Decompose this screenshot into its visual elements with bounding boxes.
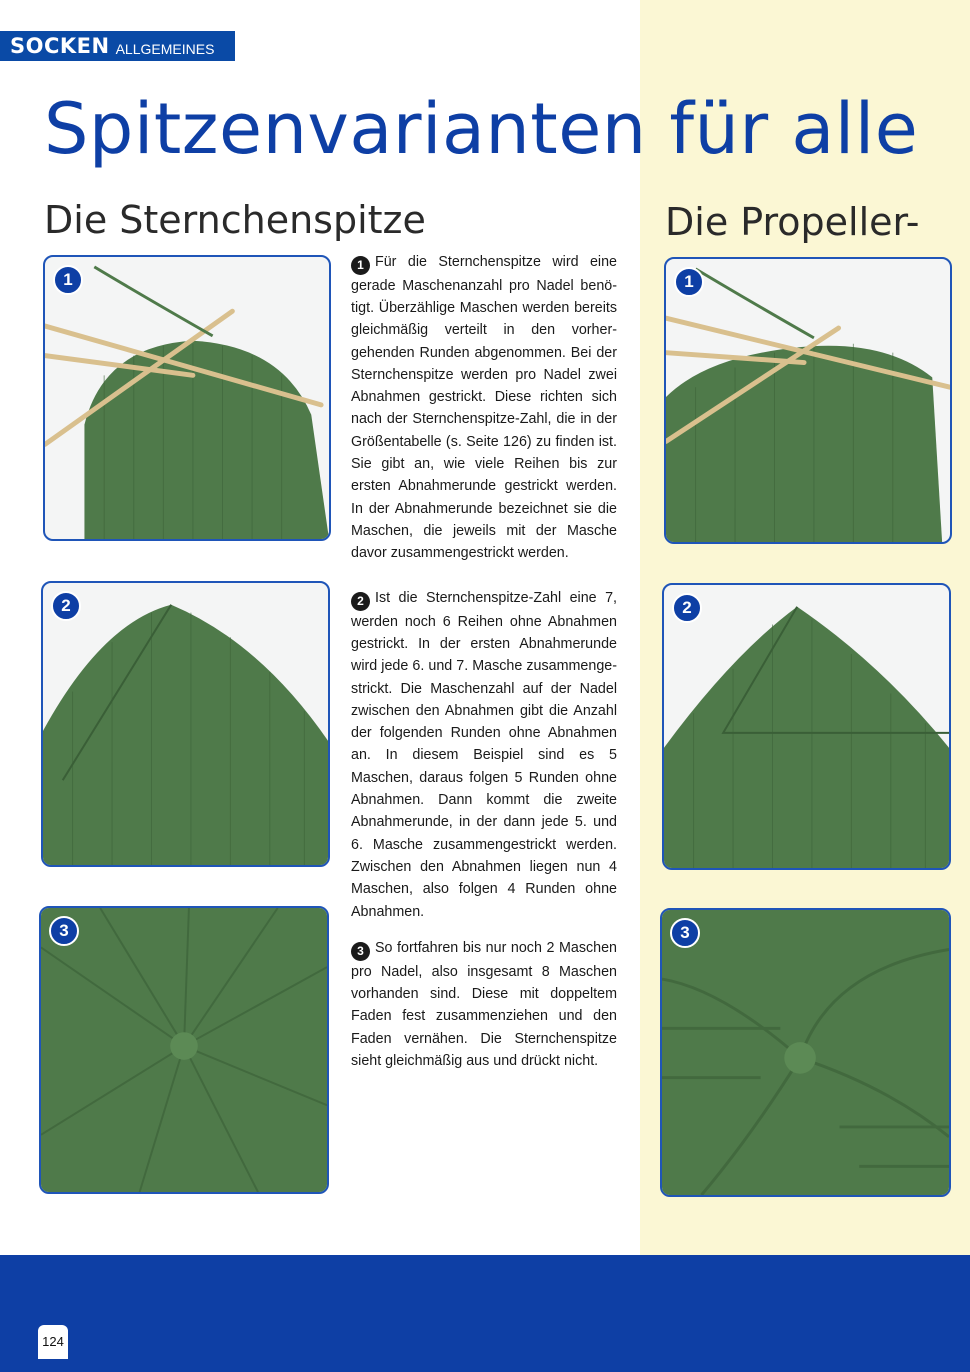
page-number: 124 bbox=[38, 1325, 68, 1359]
step-3-text: So fortfahren bis nur noch 2 Maschen pro Nadel, also insgesamt 8 Maschen vorhanden sind. Diese mit doppeltem Faden fest zusammenziehen und den Faden vernähen. Die Sternchenspitze sieht gleichmäßig aus und drückt nicht. bbox=[351, 940, 617, 1069]
photo-step-2-left bbox=[41, 581, 330, 867]
right-heading: Die Propeller- bbox=[665, 200, 920, 244]
step-3-paragraph bbox=[351, 937, 617, 1072]
step-badge-2: 2 bbox=[51, 591, 81, 621]
step-1-text: Für die Sternchenspitze wird eine gerade Maschenanzahl pro Nadel benötigt. Überzählige Maschen werden bereits gleichmäßig verteilt in den vorhergehenden Runden abgenommen. Bei der Sternchenspitze werden pro Nadel zwei Abnahmen gestrickt. Diese richten sich nach der Sternchenspitze-Zahl, die in der Größentabelle (s. Seite 126) zu finden ist. Sie gibt an, wie viele Reihen bis zur ersten Abnahmerunde gestrickt werden. In der Abnahmerunde bezeichnet sie die Maschen, die jeweils mit der Masche davor zusammengestrickt werden. bbox=[351, 254, 617, 562]
photo-step-1-right bbox=[664, 257, 952, 544]
step-badge-2-right: 2 bbox=[672, 593, 702, 623]
step-number-1: 1 bbox=[351, 256, 370, 275]
step-2-text: Ist die Sternchenspitze-Zahl eine 7, werden noch 6 Reihen ohne Abnahmen gestrickt. In der ersten Abnahmerunde wird jede 6. und 7. Masche zusammengestrickt. Die Maschenzahl auf der Nadel zwischen den Abnahmen gibt die Anzahl der folgenden Runden ohne Abnahmen an. In diesem Beispiel sind es 5 Maschen, daraus folgen 5 Runden ohne Abnahmen. Dann kommt die zweite Abnahmerunde, in der dann jede 5. und 6. Masche zusammengestrickt werden. Zwischen den Abnahmen liegen nun 4 Maschen, also folgen 4 Runden ohne Abnahmen. bbox=[351, 590, 617, 920]
step-number-2: 2 bbox=[351, 592, 370, 611]
photo-step-1-left bbox=[43, 255, 331, 541]
section-label: SOCKEN bbox=[10, 34, 110, 58]
page-title: Spitzenvarianten für alle bbox=[44, 88, 919, 170]
photo-step-3-right bbox=[660, 908, 951, 1197]
left-heading: Die Sternchenspitze bbox=[44, 198, 426, 242]
step-2-paragraph bbox=[351, 587, 617, 923]
step-badge-3: 3 bbox=[49, 916, 79, 946]
photo-step-2-right bbox=[662, 583, 951, 870]
step-badge-3-right: 3 bbox=[670, 918, 700, 948]
step-number-3: 3 bbox=[351, 942, 370, 961]
photo-step-3-left bbox=[39, 906, 329, 1194]
subsection-label: ALLGEMEINES bbox=[115, 41, 215, 57]
step-1-paragraph bbox=[351, 251, 617, 565]
step-badge-1: 1 bbox=[53, 265, 83, 295]
footer-band bbox=[0, 1255, 970, 1372]
step-badge-1-right: 1 bbox=[674, 267, 704, 297]
section-tag bbox=[0, 31, 235, 61]
